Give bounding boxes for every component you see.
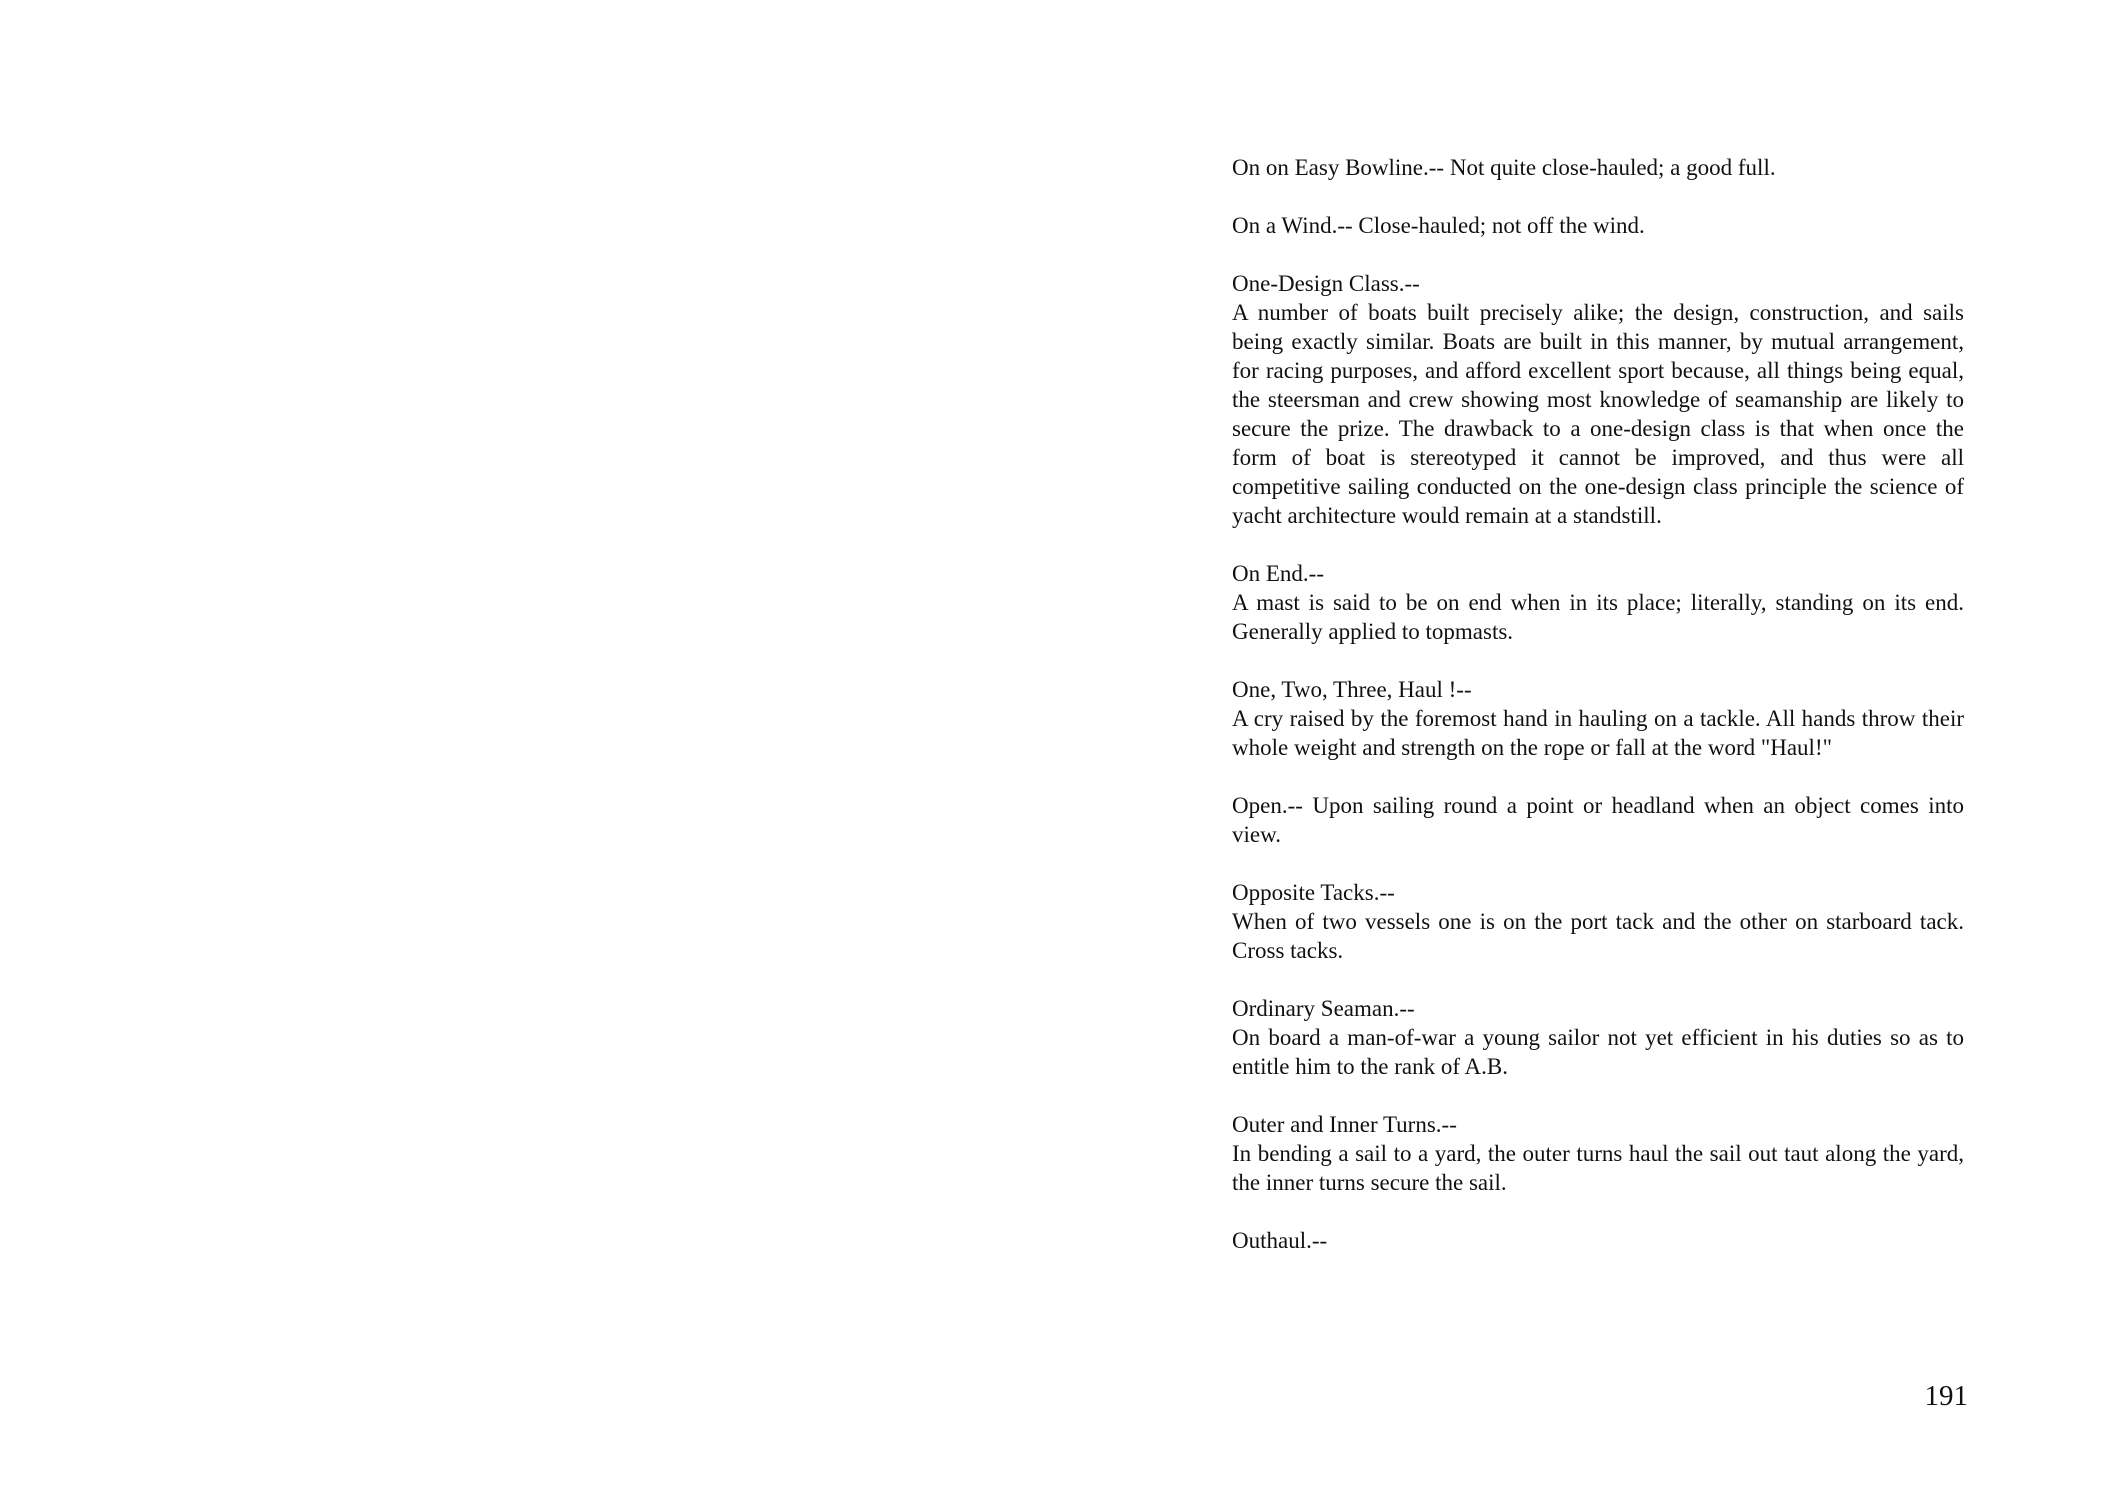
entry-term: One, Two, Three, Haul !-- [1232, 677, 1472, 702]
right-page [1052, 0, 2105, 1489]
glossary-entry [1232, 791, 1964, 849]
left-page-blank [0, 0, 1052, 1489]
glossary-entry [1232, 269, 1964, 530]
glossary-text [1232, 153, 1964, 1284]
glossary-entry [1232, 1226, 1964, 1255]
entry-term: Opposite Tacks.-- [1232, 880, 1395, 905]
entry-term: Outhaul.-- [1232, 1228, 1328, 1253]
entry-term: One-Design Class.-- [1232, 271, 1420, 296]
entry-definition: Not quite close-hauled; a good full. [1449, 155, 1776, 180]
glossary-entry [1232, 211, 1964, 240]
entry-term: Ordinary Seaman.-- [1232, 996, 1415, 1021]
entry-definition: When of two vessels one is on the port tack and the other on starboard tack. Cross tacks. [1232, 909, 1964, 963]
entry-term: On on Easy Bowline.-- [1232, 155, 1445, 180]
glossary-entry [1232, 1110, 1964, 1197]
glossary-entry [1232, 559, 1964, 646]
glossary-entry [1232, 153, 1964, 182]
glossary-entry [1232, 994, 1964, 1081]
entry-definition: A number of boats built precisely alike; the design, construction, and sails being exactly similar. Boats are built in this manner, by mutual arrangement, for racing purposes, and afford excellent sport because, all things being equal, the steersman and crew showing most knowledge of seamanship are likely to secure the prize. The drawback to a one-design class is that when once the form of boat is stereotyped it cannot be improved, and thus were all competitive sailing conducted on the one-design class principle the science of yacht architecture would remain at a standstill. [1232, 300, 1964, 528]
entry-term: On a Wind.-- [1232, 213, 1353, 238]
glossary-entry [1232, 878, 1964, 965]
page-number: 191 [1924, 1380, 1968, 1412]
entry-definition: A mast is said to be on end when in its place; literally, standing on its end. Generally applied to topmasts. [1232, 590, 1964, 644]
entry-term: On End.-- [1232, 561, 1324, 586]
entry-term: Open.-- [1232, 793, 1303, 818]
entry-definition: On board a man-of-war a young sailor not yet efficient in his duties so as to entitle him to the rank of A.B. [1232, 1025, 1964, 1079]
entry-definition: Close-hauled; not off the wind. [1358, 213, 1645, 238]
entry-definition: In bending a sail to a yard, the outer turns haul the sail out taut along the yard, the inner turns secure the sail. [1232, 1141, 1964, 1195]
glossary-entry [1232, 675, 1964, 762]
entry-term: Outer and Inner Turns.-- [1232, 1112, 1457, 1137]
entry-definition: A cry raised by the foremost hand in hauling on a tackle. All hands throw their whole weight and strength on the rope or fall at the word "Haul!" [1232, 706, 1964, 760]
entry-definition: Upon sailing round a point or headland when an object comes into view. [1232, 793, 1965, 847]
